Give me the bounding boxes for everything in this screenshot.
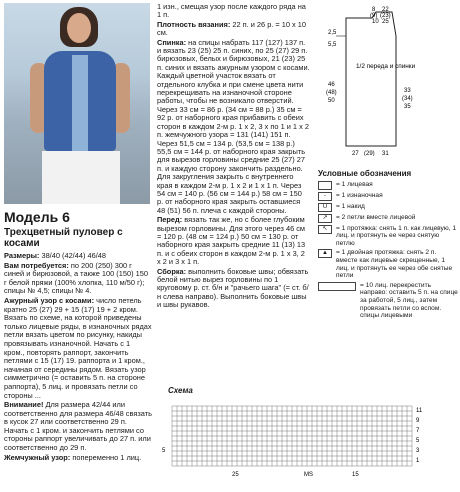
svg-text:(48): (48) <box>326 90 337 96</box>
chart-bottom-number: 25 <box>232 472 239 478</box>
gauge-paragraph: Плотность вязания: 22 п. и 26 р. = 10 х 10 см. <box>157 19 307 38</box>
middle-text-column <box>157 3 310 311</box>
chart-bottom-label: MS <box>304 472 313 478</box>
chart-title: Схема <box>168 386 193 395</box>
garment-schematic <box>316 6 456 156</box>
pattern-continuation: 1 изн., смещая узор после каждого ряда на 1 п. <box>157 2 306 20</box>
diagram-top-label: 8 <box>372 7 376 13</box>
legend-item: ↖ = 1 протяжка: снять 1 п. как лицевую, 1 лиц. и протянуть ее через снятую петлю <box>318 225 458 248</box>
assembly-paragraph: Сборка: выполнить боковые швы; обвязать белой нитью вырез горловины по 1 круговому р. ст. б/н и "рачьего шага" (= ст. б/н слева направо). Выполнить боковые швы и швы рукавов. <box>157 266 309 310</box>
diagram-left-label: 2,5 <box>328 30 337 36</box>
chart-row-number: 1 <box>416 458 420 464</box>
svg-text:25: 25 <box>382 19 389 25</box>
chart-bottom-number: 15 <box>352 472 359 478</box>
svg-text:31: 31 <box>382 151 389 156</box>
pearl-pattern-paragraph: Жемчужный узор: попеременно 1 лиц. <box>4 452 142 462</box>
diagram-bottom-label: 27 <box>352 151 359 156</box>
chart-row-number: 11 <box>416 408 423 414</box>
legend-item: = 1 лицевая <box>318 181 458 190</box>
legend <box>318 170 458 322</box>
legend-item: = 10 лиц. перекрестить направо: оставить 5 п. на спице за работой, 5 лиц., затем провязать петли со вспом. спицы лицевыми <box>318 282 458 320</box>
svg-text:(9): (9) <box>370 13 378 19</box>
sizes-paragraph: Размеры: 38/40 (42/44) 46/48 <box>4 251 106 260</box>
diagram-center-label: 1/2 переда и спинки <box>356 63 416 70</box>
svg-text:10: 10 <box>372 19 379 25</box>
chart-row-number: 9 <box>416 418 420 424</box>
back-paragraph: Спинка: на спицы набрать 117 (127) 137 п. и вязать 23 (25) 25 п. синих, по 25 (27) 29 п. бирюзовых, белых и бирюзовых, 21 (23) 25 п. синих и вязать ажурным узором с косами. Каждый цветной участок вязать от отдельного клубка и при смене цвета нити перекрещивать на изнаночной стороне работы, чтобы не возникало отверстий. Через 33 см = 86 р. (34 см = 88 р.) 35 см = 92 р. от наборного края прибавить с обеих сторон в каждом 2-м р. 1 х 2, 3 х по 1 и 1 х 2 п. жемчужного узора = 131 (141) 151 п. Через 51,5 см = 134 р. (53,5 см = 138 р.) 55,5 см = 144 р. от наборного края закрыть для вырезов горловины средние 25 (27) 27 п. и каждую сторону закончить раздельно. Для закругления закрыть с внутреннего края в каждом 2-м р. 1 х 2 и 1 х 1 п. Через 54 см = 140 р. (56 см = 144 р.) 58 см = 150 р. от наборного края закрыть оставшиеся 48 (51) 56 п. плеча с каждой стороны. <box>157 37 310 215</box>
front-paragraph: Перед: вязать так же, но с более глубоким вырезом горловины. Для этого через 46 см = 120 р. (48 см = 124 р.) 50 см = 130 р. от наборного края закрыть средние 11 (13) 13 п. и с обеих сторон в каждом 2-м р. 1 х 3, 2 х 2 и 3 х 1 п. <box>157 215 306 267</box>
svg-text:35: 35 <box>404 104 411 110</box>
legend-item: U = 1 накид <box>318 203 458 212</box>
svg-text:(34): (34) <box>402 96 413 102</box>
model-subtitle: Трехцветный пуловер с косами <box>4 227 123 249</box>
diagram-right-label: 33 <box>404 88 411 94</box>
svg-text:(23): (23) <box>380 13 391 19</box>
legend-item: ▲ = 1 двойная протяжка: снять 2 п. вместе как лицевые скрещенные, 1 лиц. и протянуть ее через обе снятые петли <box>318 249 458 279</box>
legend-item: - = 1 изнаночная <box>318 192 458 201</box>
svg-text:(29): (29) <box>364 151 375 156</box>
chart-row-number: 3 <box>416 448 420 454</box>
lace-pattern-paragraph: Ажурный узор с косами: число петель кратно 25 (27) 29 + 15 (17) 19 + 2 кром. Вязать по схеме, на которой приведены только лицевые ряды, в изнаночных рядах петли вязать цветом по рисунку, накиды провязывать изнаночной. Начать с 1 кром., повторять раппорт, закончить петлями с 15 (17) 19. раппорта и 1 кром., начиная от середины рядом. Вязать узор симметрично (= оставить 5 п. на стороне раппорта), 5 лиц. и провязать петли со стороны ... <box>4 295 152 400</box>
materials-paragraph: Вам потребуется: по 200 (250) 300 г синей и бирюзовой, а также 100 (150) 150 г белой пряжи (100% хлопка, 110 м/50 г); спицы № 4,5; спицы № 4. <box>4 260 148 296</box>
svg-text:5,5: 5,5 <box>328 42 337 48</box>
svg-text:22: 22 <box>382 7 389 13</box>
chart-row-number: 5 <box>416 438 420 444</box>
svg-text:50: 50 <box>328 98 335 104</box>
svg-text:46: 46 <box>328 82 335 88</box>
model-title: Модель 6 <box>4 209 70 225</box>
legend-title: Условные обозначения <box>318 169 412 178</box>
chart-row-number-left: 5 <box>162 448 166 454</box>
stitch-chart <box>160 398 450 478</box>
chart-row-number: 7 <box>416 428 420 434</box>
model-photo <box>4 3 150 204</box>
legend-item: ↗ = 2 петли вместе лицевой <box>318 214 458 223</box>
left-text-column <box>4 207 152 463</box>
attention-paragraph: Внимание! Для размера 42/44 или соответственно для размера 46/48 связать в кусок 27 или соответственно 29 п. Начать с 1 кром. и закончить петлями со стороны раппорт увеличивать до 27 п. или соответственно до 29 п. <box>4 400 152 453</box>
